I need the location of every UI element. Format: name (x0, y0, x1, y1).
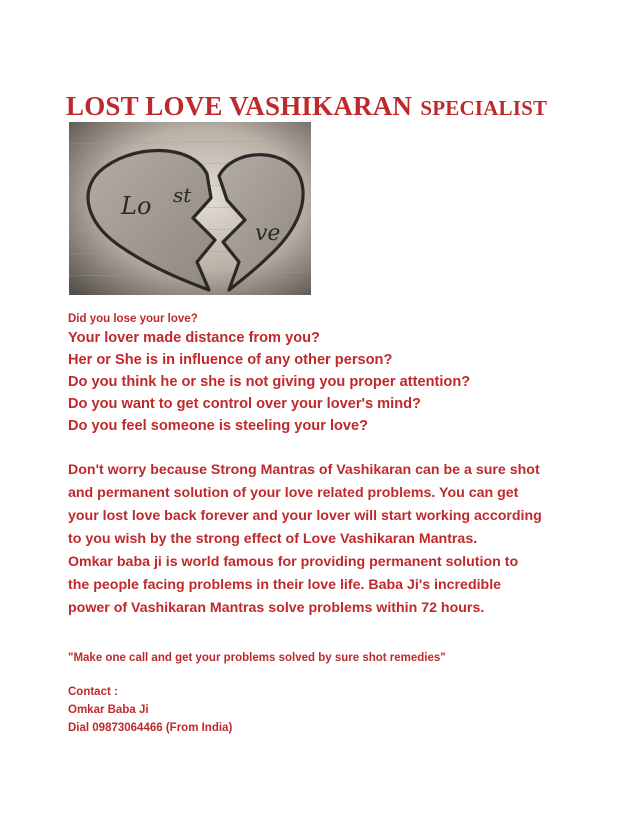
paragraph-line: power of Vashikaran Mantras solve problems within 72 hours. (68, 600, 485, 616)
quote: "Make one call and get your problems solved by sure shot remedies" (68, 652, 446, 664)
contact-label: Contact : (68, 686, 118, 698)
paragraph-line: and permanent solution of your love related problems. You can get (68, 485, 519, 501)
heart-text-ve: ve (255, 221, 281, 246)
question-line: Do you feel someone is steeling your love? (68, 418, 369, 434)
paragraph-line: to you wish by the strong effect of Love Vashikaran Mantras. (68, 531, 478, 547)
title-suffix: SPECIALIST (420, 96, 548, 120)
question-line: Do you think he or she is not giving you proper attention? (68, 374, 471, 390)
contact-phone: Dial 09873064466 (From India) (68, 722, 233, 734)
question-line: Do you want to get control over your lover's mind? (68, 396, 421, 412)
page-title (66, 86, 547, 123)
heart-text-st: st (173, 183, 192, 207)
title-main: LOST LOVE VASHIKARAN (66, 91, 413, 121)
paragraph-line: Omkar baba ji is world famous for providing permanent solution to (68, 554, 519, 570)
question-line: Her or She is in influence of any other person? (68, 352, 393, 368)
paragraph-line: your lost love back forever and your lover will start working according (68, 508, 542, 524)
broken-heart-icon (69, 122, 311, 295)
contact-name: Omkar Baba Ji (68, 704, 149, 716)
heart-text-lo: Lo (121, 192, 152, 220)
paragraph-line: Don't worry because Strong Mantras of Vashikaran can be a sure shot (68, 462, 540, 478)
question-line: Your lover made distance from you? (68, 330, 320, 346)
broken-heart-photo (69, 122, 311, 295)
intro-question: Did you lose your love? (68, 313, 198, 325)
paragraph-line: the people facing problems in their love life. Baba Ji's incredible (68, 577, 502, 593)
